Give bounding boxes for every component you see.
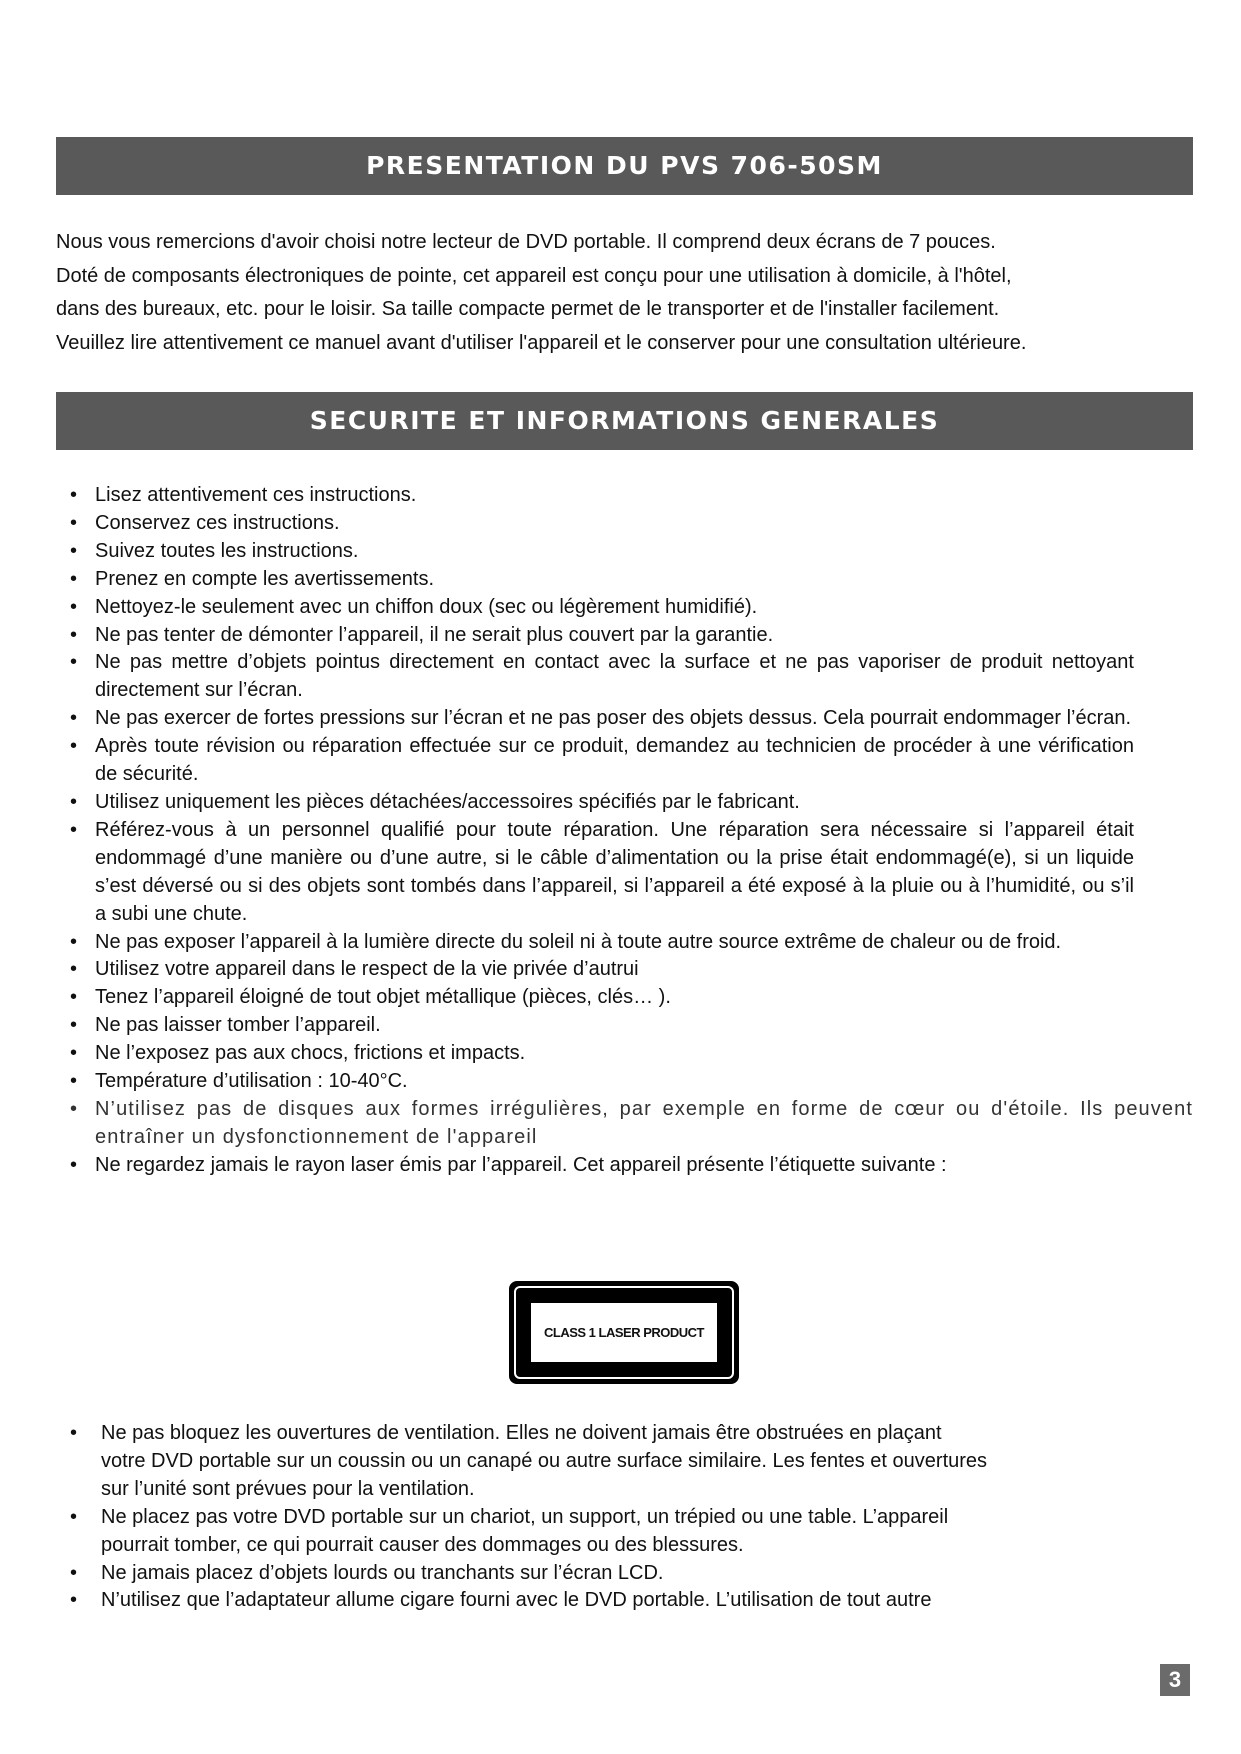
list-item bbox=[70, 1152, 1134, 1180]
bullet-icon: • bbox=[70, 1042, 78, 1065]
list-item bbox=[70, 649, 1134, 705]
list-item-text: Utilisez votre appareil dans le respect de la vie privée d’autrui bbox=[95, 958, 639, 981]
bullet-icon: • bbox=[70, 958, 78, 981]
bullet-icon: • bbox=[70, 930, 78, 953]
list-item-text: Ne l’exposez pas aux chocs, frictions et impacts. bbox=[95, 1042, 526, 1065]
list-item-text: Nettoyez-le seulement avec un chiffon doux (sec ou légèrement humidifié). bbox=[95, 595, 758, 618]
list-item bbox=[70, 1560, 1201, 1588]
bullet-icon: • bbox=[70, 707, 78, 730]
bullet-icon: • bbox=[70, 595, 78, 618]
intro-line: Veuillez lire attentivement ce manuel avant d'utiliser l'appareil et le conserver pour une consultation ultérieure. bbox=[56, 332, 1027, 355]
list-item bbox=[70, 817, 1134, 929]
list-item bbox=[70, 929, 1134, 957]
list-item bbox=[70, 1012, 1134, 1040]
intro-line: Doté de composants électroniques de pointe, cet appareil est conçu pour une utilisation à domicile, à l'hôtel, bbox=[56, 264, 1012, 287]
list-item-line: Ne pas bloquez les ouvertures de ventilation. Elles ne doivent jamais être obstruées en plaçant bbox=[101, 1422, 942, 1444]
list-item bbox=[70, 789, 1134, 817]
bullet-icon: • bbox=[70, 651, 78, 674]
bullet-icon: • bbox=[70, 1070, 78, 1093]
list-item bbox=[70, 622, 1134, 650]
list-item-text: Suivez toutes les instructions. bbox=[95, 539, 359, 562]
section-header-safety: SECURITE ET INFORMATIONS GENERALES bbox=[56, 392, 1193, 450]
bullet-icon: • bbox=[70, 1153, 78, 1176]
intro-line: Nous vous remercions d'avoir choisi notre lecteur de DVD portable. Il comprend deux écrans de 7 pouces. bbox=[56, 231, 996, 253]
list-item bbox=[70, 566, 1134, 594]
safety-list bbox=[70, 482, 1193, 1180]
bullet-icon: • bbox=[70, 986, 78, 1009]
list-item bbox=[70, 1587, 1201, 1615]
list-item-text: Température d’utilisation : 10-40°C. bbox=[95, 1070, 408, 1093]
list-item-line: N’utilisez que l’adaptateur allume cigare fourni avec le DVD portable. L’utilisation de tout autre bbox=[101, 1589, 932, 1612]
page-number: 3 bbox=[1160, 1664, 1190, 1696]
bullet-icon: • bbox=[70, 1589, 78, 1612]
list-item bbox=[70, 1040, 1134, 1068]
list-item-line: pourrait tomber, ce qui pourrait causer des dommages ou des blessures. bbox=[101, 1533, 744, 1556]
list-item-text: Ne regardez jamais le rayon laser émis par l’appareil. Cet appareil présente l’étiquette suivante : bbox=[95, 1153, 947, 1176]
list-item bbox=[70, 705, 1134, 733]
list-item-line: votre DVD portable sur un coussin ou un canapé ou autre surface similaire. Les fentes et ouvertures bbox=[101, 1449, 988, 1472]
bullet-icon: • bbox=[70, 1422, 78, 1444]
list-item bbox=[70, 1504, 1201, 1560]
list-item bbox=[70, 733, 1134, 789]
list-item-text: Ne pas laisser tomber l’appareil. bbox=[95, 1014, 381, 1037]
list-item bbox=[70, 1420, 1201, 1504]
bullet-icon: • bbox=[70, 539, 78, 562]
list-item-text: Ne pas mettre d’objets pointus directement en contact avec la surface et ne pas vaporiser de produit nettoyant directement sur l’écran. bbox=[95, 651, 1134, 702]
list-item bbox=[70, 956, 1134, 984]
label-text: CLASS 1 LASER PRODUCT bbox=[531, 1303, 717, 1362]
bullet-icon: • bbox=[70, 818, 78, 841]
bullet-icon: • bbox=[70, 735, 78, 758]
intro-paragraph bbox=[56, 226, 1196, 361]
list-item-line: sur l’unité sont prévues pour la ventilation. bbox=[101, 1477, 475, 1500]
section-header-presentation: PRESENTATION DU PVS 706-50SM bbox=[56, 137, 1193, 195]
list-item-text: Prenez en compte les avertissements. bbox=[95, 567, 435, 590]
list-item-text: N’utilisez pas de disques aux formes irrégulières, par exemple en forme de cœur ou d'étoile. Ils peuvent entraîner un dysfonctionnement de l'appareil bbox=[95, 1097, 1193, 1148]
bullet-icon: • bbox=[70, 1014, 78, 1037]
list-item bbox=[70, 984, 1134, 1012]
list-item bbox=[70, 538, 1134, 566]
list-item bbox=[70, 594, 1134, 622]
bullet-icon: • bbox=[70, 1561, 78, 1584]
bullet-icon: • bbox=[70, 484, 78, 506]
list-item-line: Ne jamais placez d’objets lourds ou tranchants sur l’écran LCD. bbox=[101, 1561, 664, 1584]
list-item-line: Ne placez pas votre DVD portable sur un chariot, un support, un trépied ou une table. L’appareil bbox=[101, 1505, 949, 1528]
list-item-text: Utilisez uniquement les pièces détachées/accessoires spécifiés par le fabricant. bbox=[95, 790, 800, 813]
bullet-icon: • bbox=[70, 623, 78, 646]
list-item bbox=[70, 482, 1134, 510]
bullet-icon: • bbox=[70, 567, 78, 590]
list-item-text: Référez-vous à un personnel qualifié pour toute réparation. Une réparation sera nécessaire si l’appareil était endommagé d’une manière ou d’une autre, si le câble d’alimentation ou la prise était endommagé(e), si un liquide s’est déversé ou si des objets sont tombés dans l’appareil, si l’appareil a été exposé à la pluie ou à l’humidité, ou s’il a subi une chute. bbox=[95, 818, 1134, 925]
laser-class-label bbox=[509, 1281, 739, 1384]
list-item-text: Ne pas exposer l’appareil à la lumière directe du soleil ni à toute autre source extrême de chaleur ou de froid. bbox=[95, 930, 1062, 953]
list-item bbox=[70, 1096, 1193, 1152]
list-item-text: Tenez l’appareil éloigné de tout objet métallique (pièces, clés… ). bbox=[95, 986, 671, 1009]
list-item-text: Après toute révision ou réparation effectuée sur ce produit, demandez au technicien de procéder à une vérification de sécurité. bbox=[95, 735, 1134, 786]
list-item-text: Ne pas tenter de démonter l’appareil, il ne serait plus couvert par la garantie. bbox=[95, 623, 774, 646]
bullet-icon: • bbox=[70, 790, 78, 813]
bullet-icon: • bbox=[70, 1097, 79, 1120]
list-item bbox=[70, 1068, 1134, 1096]
safety-list-continued bbox=[70, 1420, 1201, 1615]
list-item-text: Lisez attentivement ces instructions. bbox=[95, 484, 417, 506]
list-item-text: Ne pas exercer de fortes pressions sur l’écran et ne pas poser des objets dessus. Cela pourrait endommager l’écran. bbox=[95, 707, 1132, 730]
list-item-text: Conservez ces instructions. bbox=[95, 511, 340, 534]
intro-line: dans des bureaux, etc. pour le loisir. Sa taille compacte permet de le transporter et de l'installer facilement. bbox=[56, 298, 1000, 321]
bullet-icon: • bbox=[70, 511, 78, 534]
list-item bbox=[70, 510, 1134, 538]
bullet-icon: • bbox=[70, 1505, 78, 1528]
